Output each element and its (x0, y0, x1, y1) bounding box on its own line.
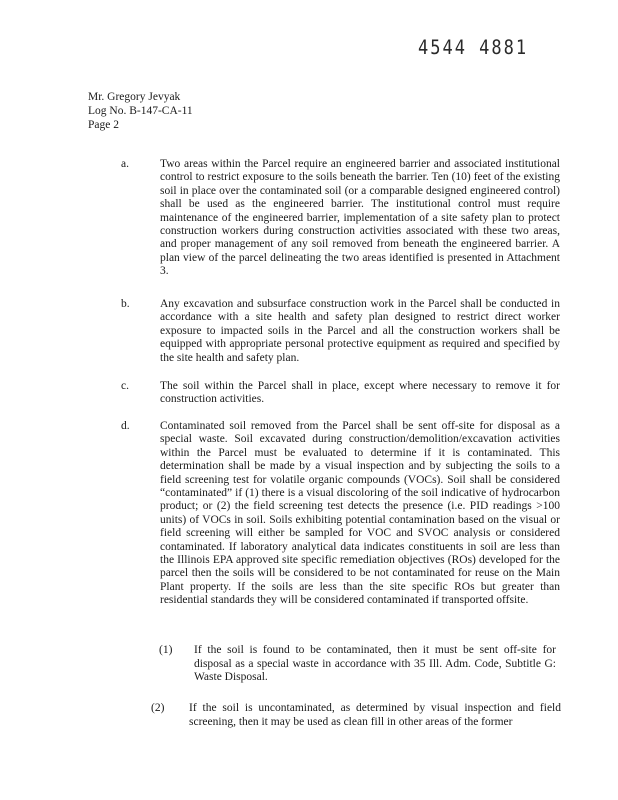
document-number: 4544 4881 (418, 36, 529, 60)
item-marker: c. (121, 380, 129, 392)
item-marker: d. (121, 420, 130, 432)
item-text: Any excavation and subsurface construction work in the Parcel shall be conducted in accordance with a site health and safety plan designed to restrict direct worker exposure to impacted soils in the Parcel and all the construction workers shall be equipped with appropriate personal protective equipment as required and specified by the site health and safety plan. (160, 298, 560, 364)
page-number: Page 2 (88, 119, 119, 131)
subitem-marker: (1) (159, 644, 173, 656)
item-text: Contaminated soil removed from the Parcel shall be sent off-site for disposal as a special waste. Soil excavated during construction/demolition/excavation activities within the Parcel must be evaluated to determine if it is contaminated. This determination shall be made by a visual inspection and by subjecting the soils to a field screening test for volatile organic compounds (VOCs). Soil shall be considered “contaminated” if (1) there is a visual discoloring of the soil indicative of hydrocarbon product; or (2) the field screening test detects the presence (i.e. PID readings >100 units) of VOCs in soil. Soils exhibiting potential contamination based on the visual or field screening will either be sampled for VOC and SVOC analysis or considered contaminated. If laboratory analytical data indicates constituents in soil are less than the Illinois EPA approved site specific remediation objectives (ROs) developed for the parcel then the soils will be considered to be not contaminated for reuse on the Main Plant property. If the soils are less than the site specific ROs but greater than residential standards they will be considered contaminated if transported offsite. (160, 420, 560, 607)
item-text: The soil within the Parcel shall in place, except where necessary to remove it for construction activities. (160, 380, 560, 406)
subitem-marker: (2) (151, 702, 165, 714)
item-text: Two areas within the Parcel require an engineered barrier and associated institutional control to restrict exposure to the soils beneath the barrier. Ten (10) feet of the existing soil in place over the contaminated soil (or a comparable designed engineered control) shall be used as the engineered barrier. The institutional control must require maintenance of the engineered barrier, implementation of a site safety plan to protect construction workers during construction activities associated with these two areas, and proper management of any soil removed from beneath the engineered barrier. A plan view of the parcel delineating the two areas identified is presented in Attachment 3. (160, 158, 560, 278)
item-marker: a. (121, 158, 129, 170)
subitem-text: If the soil is found to be contaminated, then it must be sent off-site for disposal as a special waste in accordance with 35 Ill. Adm. Code, Subtitle G: Waste Disposal. (194, 644, 556, 684)
log-number: Log No. B-147-CA-11 (88, 105, 193, 117)
recipient-name: Mr. Gregory Jevyak (88, 91, 181, 103)
subitem-text: If the soil is uncontaminated, as determined by visual inspection and field screening, then it may be used as clean fill in other areas of the former (189, 702, 561, 728)
letter-header (88, 90, 193, 132)
item-marker: b. (121, 298, 130, 310)
